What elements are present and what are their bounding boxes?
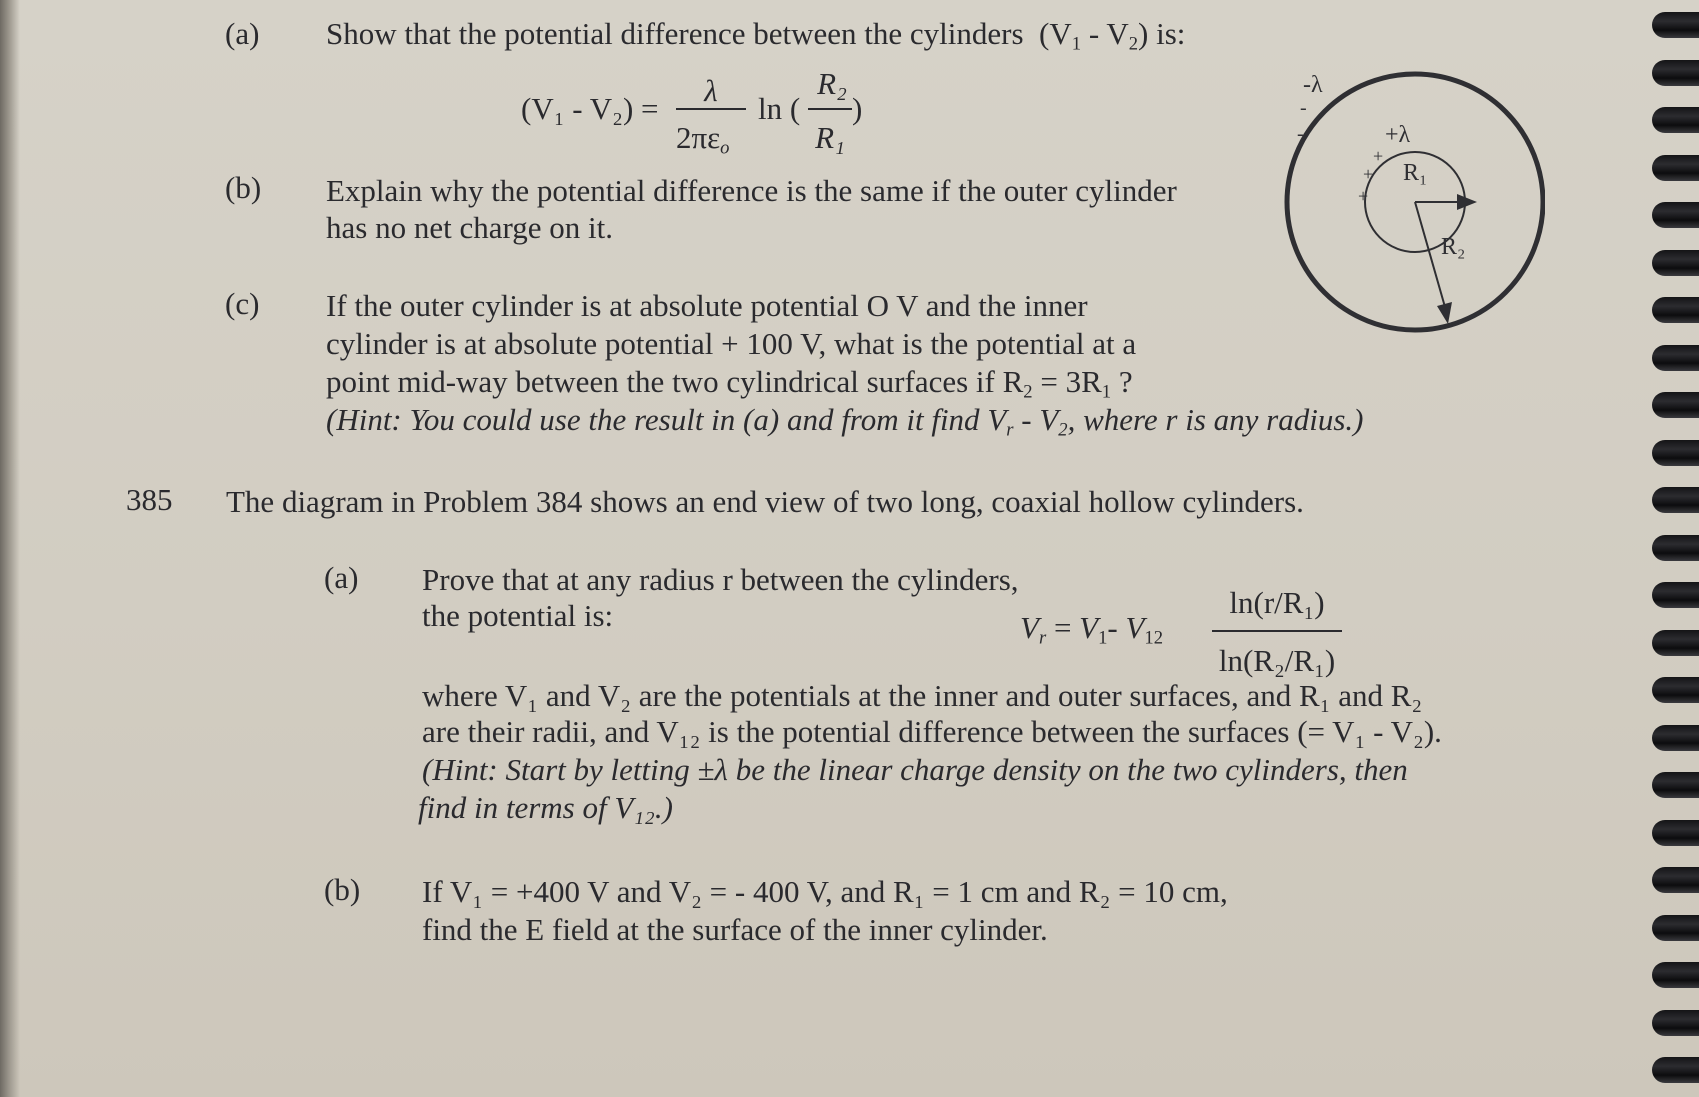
eq-r2: R₂ (817, 66, 847, 101)
eq2-fraction-bar (1212, 630, 1342, 632)
plus-mark: + (1358, 186, 1369, 206)
eq-r1: R₁ (815, 120, 845, 155)
binding-coil (1652, 440, 1699, 466)
r1-arrowhead (1457, 194, 1477, 210)
q384-b-line1: Explain why the potential difference is the same if the outer cylinder (326, 173, 1177, 208)
binding-coil (1652, 630, 1699, 656)
binding-coil (1652, 12, 1699, 38)
q385-a-hint1: (Hint: Start by letting ±λ be the linear charge density on the two cylinders, then (422, 752, 1408, 787)
eq2-denominator: ln(R₂/R₁) (1218, 643, 1336, 678)
q385-b-label: (b) (324, 872, 361, 907)
binding-coil (1652, 297, 1699, 323)
inner-charge-label: +λ (1385, 122, 1411, 148)
q384-b-label: (b) (225, 170, 262, 205)
q385-b-line1: If V₁ = +400 V and V₂ = - 400 V, and R₁ = 1 cm and R₂ = 10 cm, (422, 874, 1228, 909)
eq-close: ) (852, 91, 863, 126)
binding-coil (1652, 202, 1699, 228)
q385-a-where1: where V₁ and V₂ are the potentials at the inner and outer surfaces, and R₁ and R₂ (422, 678, 1423, 713)
page-edge-shadow (0, 0, 20, 1097)
binding-coil (1652, 962, 1699, 988)
q384-c-hint: (Hint: You could use the result in (a) and from it find $V_r - V_2$, where r is any radius.) (326, 402, 1364, 441)
q384-a-label: (a) (225, 16, 260, 51)
binding-coil (1652, 107, 1699, 133)
q385-a-line2: the potential is: (422, 598, 614, 633)
q384-b-line2: has no net charge on it. (326, 210, 613, 245)
eq-lhs: (V₁ - V₂) = (521, 91, 659, 126)
eq2-numerator: ln(r/R₁) (1229, 585, 1325, 620)
binding-coil (1652, 725, 1699, 751)
eq-ln: ln ( (758, 91, 801, 126)
plus-mark: + (1373, 146, 1384, 166)
binding-coil (1652, 392, 1699, 418)
eq-numerator: λ (704, 73, 718, 108)
r1-label: R₁ (1403, 160, 1428, 186)
minus-mark: - (1300, 97, 1307, 119)
plus-mark: + (1363, 164, 1374, 184)
eq2-lhs: $V_r = V_1-$ $V_{12}$ (1020, 610, 1164, 649)
binding-coil (1652, 535, 1699, 561)
binding-coil (1652, 915, 1699, 941)
minus-mark: - (1297, 123, 1304, 145)
r2-label: R₂ (1441, 234, 1466, 260)
binding-coil (1652, 1057, 1699, 1083)
q385-a-label: (a) (324, 560, 359, 595)
binding-coil (1652, 582, 1699, 608)
spiral-binding (1652, 0, 1699, 1097)
binding-coil (1652, 250, 1699, 276)
binding-coil (1652, 60, 1699, 86)
q385-intro: The diagram in Problem 384 shows an end view of two long, coaxial hollow cylinders. (226, 484, 1304, 519)
eq-denominator: $2\pi\varepsilon_o$ (676, 120, 730, 159)
binding-coil (1652, 772, 1699, 798)
r2-arrowhead (1437, 302, 1452, 324)
binding-coil (1652, 345, 1699, 371)
q385-a-hint2: find in terms of V₁₂.) (418, 790, 673, 825)
eq-ratio-bar (808, 108, 852, 110)
binding-coil (1652, 1010, 1699, 1036)
binding-coil (1652, 677, 1699, 703)
q385-b-line2: find the E field at the surface of the inner cylinder. (422, 912, 1048, 947)
binding-coil (1652, 155, 1699, 181)
q385-a-where2: are their radii, and V₁₂ is the potential difference between the surfaces (= V₁ - V₂). (422, 714, 1442, 749)
q384-c-label: (c) (225, 286, 260, 321)
q384-c-line1: If the outer cylinder is at absolute potential O V and the inner (326, 288, 1088, 323)
outer-charge-label: -λ (1303, 72, 1323, 98)
q384-c-line2: cylinder is at absolute potential + 100 V, what is the potential at a (326, 326, 1137, 361)
eq-fraction-bar (676, 108, 746, 110)
binding-coil (1652, 487, 1699, 513)
binding-coil (1652, 820, 1699, 846)
q385-number: 385 (126, 482, 173, 517)
q385-a-line1: Prove that at any radius r between the cylinders, (422, 562, 1019, 597)
coaxial-cylinders-diagram (1245, 62, 1545, 342)
binding-coil (1652, 867, 1699, 893)
q384-a-text: Show that the potential difference between the cylinders $(V_1 - V_2)$ is: (326, 16, 1186, 55)
q384-c-line3: point mid-way between the two cylindrical surfaces if $R_2 = 3R_1$ ? (326, 364, 1133, 403)
